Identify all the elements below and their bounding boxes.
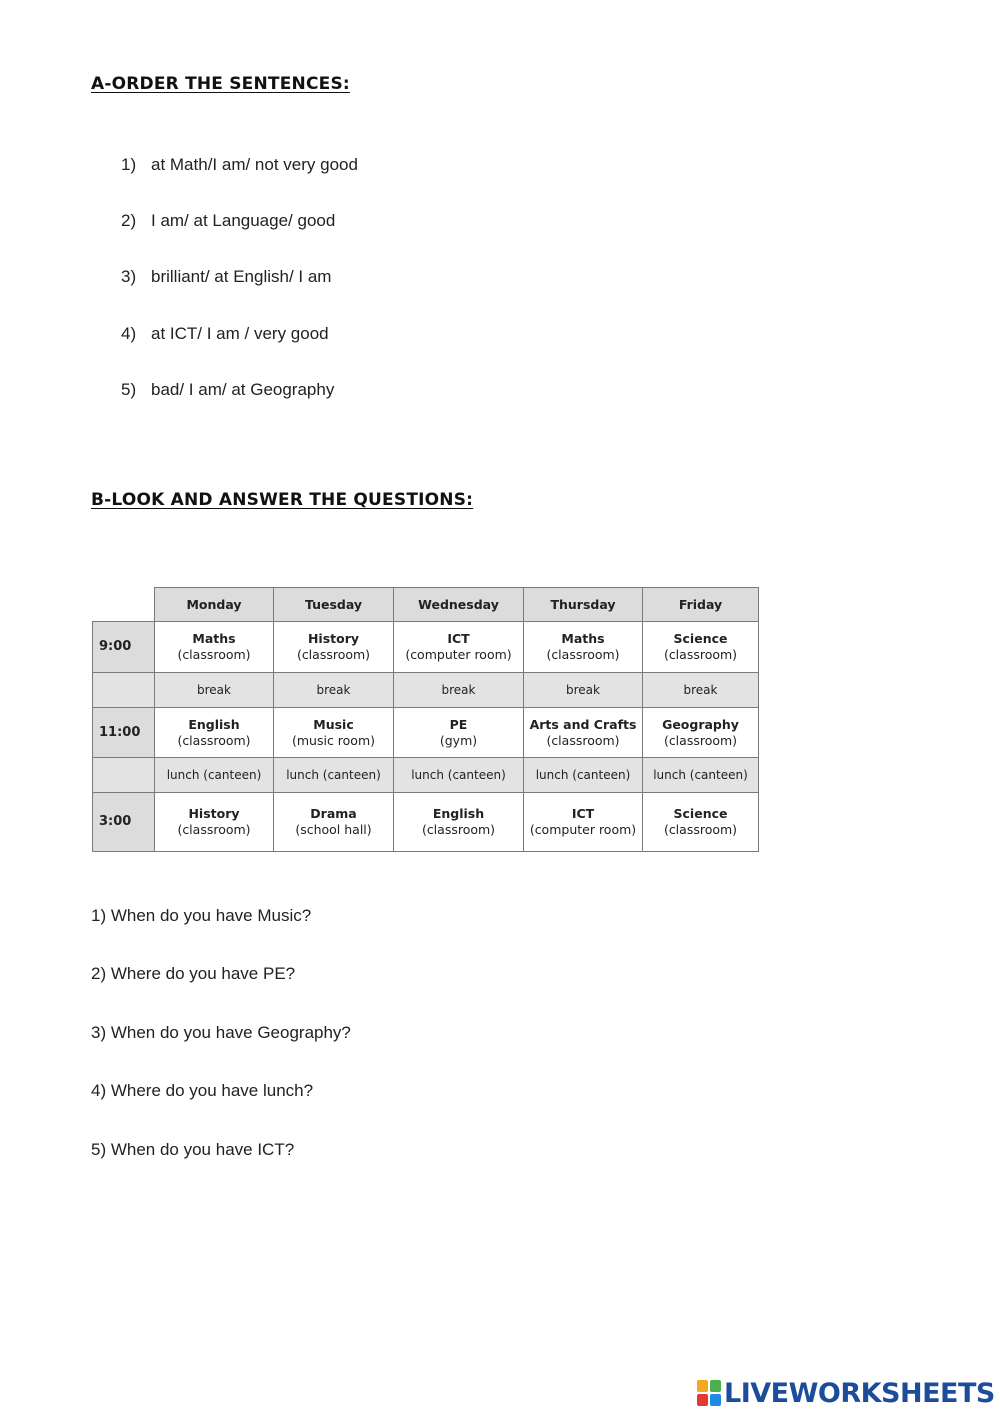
liveworksheets-logo [697, 1378, 995, 1408]
lunch-cell: lunch (canteen) [274, 758, 394, 793]
sentence-text: I am/ at Language/ good [151, 211, 336, 230]
sentence-item [121, 211, 335, 231]
sentence-item [121, 324, 329, 344]
lesson-subject: History [307, 631, 360, 646]
lesson-subject: Music [313, 716, 354, 732]
lesson-cell [394, 793, 524, 852]
question-item: 1) When do you have Music? [91, 906, 312, 925]
lesson-room: (school hall) [295, 822, 372, 837]
lesson-room: (classroom) [546, 732, 620, 748]
lesson-cell [394, 708, 524, 758]
sentence-number: 3) [121, 267, 137, 286]
lesson-subject: English [188, 716, 240, 732]
question-item: 4) Where do you have lunch? [91, 1081, 314, 1100]
lesson-room: (classroom) [546, 647, 620, 662]
sentence-text: at Math/I am/ not very good [151, 155, 358, 174]
lesson-subject: Drama [310, 806, 357, 821]
lesson-cell [155, 708, 274, 758]
break-cell: break [155, 673, 274, 708]
break-cell: break [394, 673, 524, 708]
time-cell: 3:00 [93, 793, 155, 852]
lesson-cell [643, 622, 759, 673]
lesson-room: (classroom) [177, 647, 251, 662]
lesson-cell [524, 622, 643, 673]
lesson-cell [274, 708, 394, 758]
lesson-room: (classroom) [663, 822, 738, 837]
lesson-room: (classroom) [177, 822, 251, 837]
lesson-room: (classroom) [421, 822, 496, 837]
lesson-subject: PE [449, 716, 468, 732]
lesson-room: (gym) [439, 732, 478, 748]
lesson-room: (classroom) [296, 647, 371, 662]
lesson-cell [643, 708, 759, 758]
logo-text: LIVEWORKSHEETS [724, 1377, 995, 1409]
lesson-cell [155, 622, 274, 673]
sentence-item [121, 155, 358, 175]
day-header: Monday [155, 588, 274, 622]
lesson-room: (computer room) [405, 647, 512, 662]
lesson-subject: History [188, 806, 240, 821]
lunch-cell: lunch (canteen) [524, 758, 643, 793]
lesson-cell [274, 793, 394, 852]
sentence-number: 4) [121, 324, 137, 343]
time-cell: 11:00 [93, 708, 155, 758]
question-item: 3) When do you have Geography? [91, 1023, 351, 1042]
lesson-subject: English [432, 806, 485, 821]
lesson-subject: Geography [662, 716, 739, 732]
question-item: 5) When do you have ICT? [91, 1140, 295, 1159]
sentence-number: 1) [121, 155, 137, 174]
sentence-text: brilliant/ at English/ I am [151, 267, 332, 286]
lesson-subject: Maths [561, 631, 605, 646]
timetable [92, 587, 759, 852]
logo-mark-icon [697, 1380, 721, 1406]
lesson-room: (classroom) [663, 647, 738, 662]
lunch-cell: lunch (canteen) [155, 758, 274, 793]
sentence-text: bad/ I am/ at Geography [151, 380, 335, 399]
lesson-room: (classroom) [663, 732, 738, 748]
lesson-cell [155, 793, 274, 852]
section-b-heading: B-LOOK AND ANSWER THE QUESTIONS: [91, 490, 474, 510]
question-item: 2) Where do you have PE? [91, 964, 296, 983]
sentence-number: 2) [121, 211, 137, 230]
sentence-text: at ICT/ I am / very good [151, 324, 329, 343]
lesson-subject: ICT [571, 806, 595, 821]
sentence-number: 5) [121, 380, 137, 399]
time-cell: 9:00 [93, 622, 155, 673]
lesson-cell [524, 708, 643, 758]
time-cell [93, 758, 155, 793]
day-header: Friday [643, 588, 759, 622]
break-cell: break [643, 673, 759, 708]
lesson-cell [524, 793, 643, 852]
lunch-cell: lunch (canteen) [394, 758, 524, 793]
lesson-room: (computer room) [529, 822, 637, 837]
lunch-cell: lunch (canteen) [643, 758, 759, 793]
lesson-subject: ICT [447, 631, 470, 646]
timetable-corner [93, 588, 155, 622]
section-a-heading: A-ORDER THE SENTENCES: [91, 74, 350, 94]
lesson-subject: Maths [192, 631, 236, 646]
sentence-item [121, 380, 334, 400]
sentence-item [121, 267, 331, 287]
lesson-room: (music room) [291, 732, 376, 748]
lesson-cell [274, 622, 394, 673]
time-cell [93, 673, 155, 708]
day-header: Thursday [524, 588, 643, 622]
lesson-subject: Science [673, 806, 728, 821]
lesson-cell [394, 622, 524, 673]
lesson-room: (classroom) [177, 732, 251, 748]
lesson-subject: Science [673, 631, 728, 646]
break-cell: break [524, 673, 643, 708]
day-header: Wednesday [394, 588, 524, 622]
break-cell: break [274, 673, 394, 708]
lesson-subject: Arts and Crafts [529, 716, 637, 732]
lesson-cell [643, 793, 759, 852]
day-header: Tuesday [274, 588, 394, 622]
